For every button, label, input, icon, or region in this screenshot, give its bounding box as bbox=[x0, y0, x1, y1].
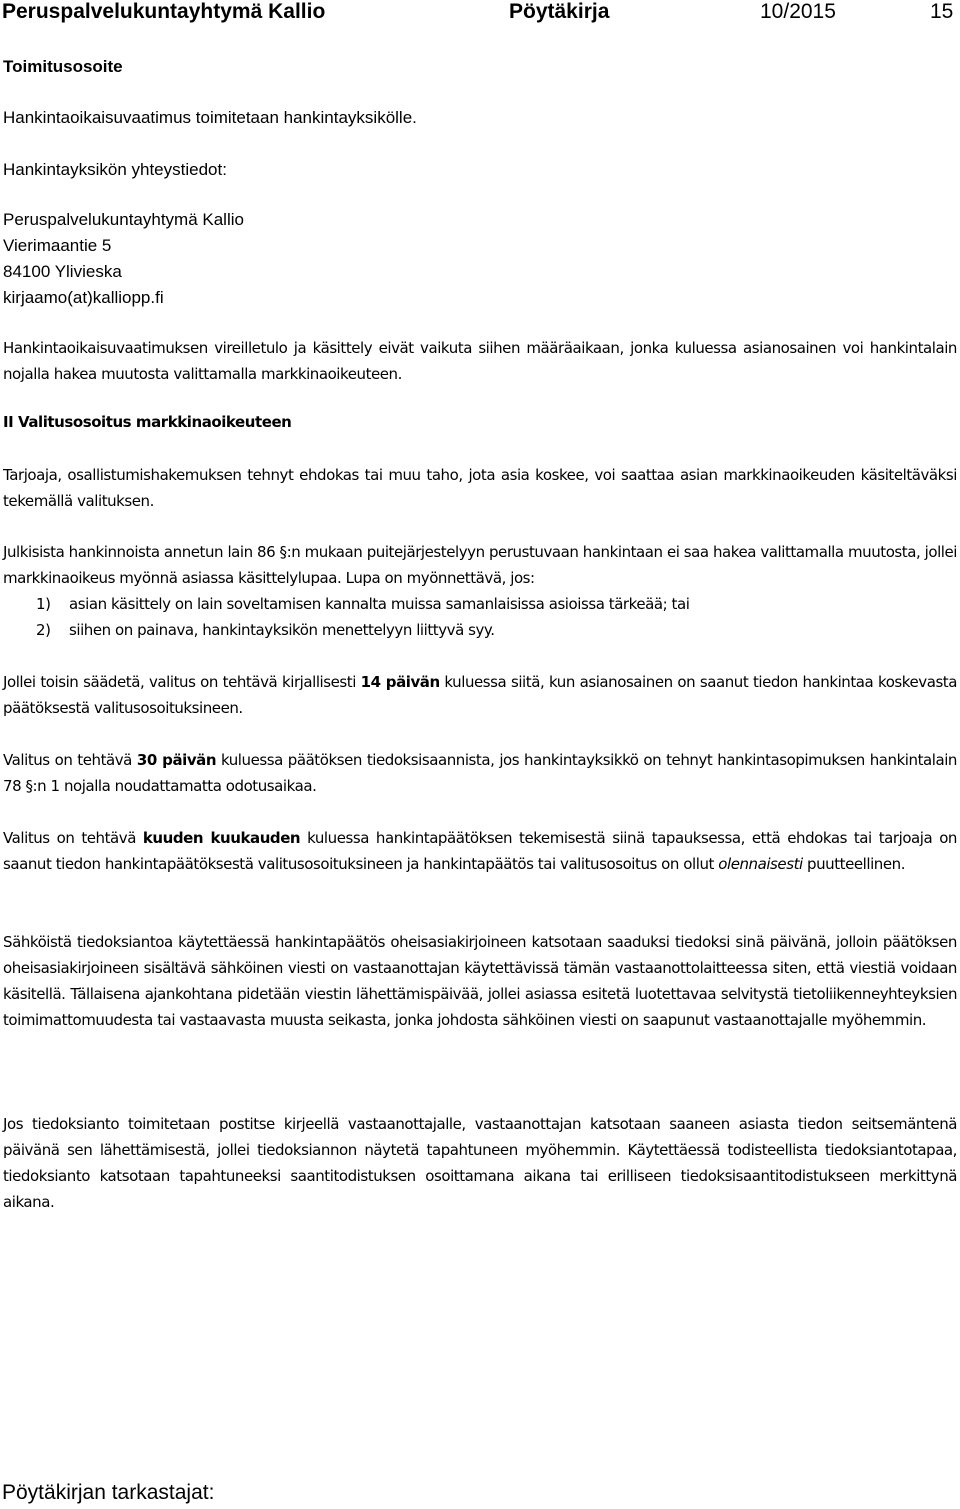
paragraph bbox=[3, 825, 957, 877]
address-line: Peruspalvelukuntayhtymä Kallio bbox=[3, 210, 244, 229]
delivery-text: Hankintaoikaisuvaatimus toimitetaan hankintayksikölle. bbox=[3, 108, 417, 127]
meeting-number: 10/2015 bbox=[760, 0, 836, 23]
deadline-bold: 14 päivän bbox=[360, 673, 440, 691]
document-type: Pöytäkirja bbox=[509, 0, 610, 23]
page-number: 15 bbox=[930, 0, 954, 23]
text-span: kuluessa hankintapäätöksen tekemisestä siinä tapauksessa, että ehdokas tai tarjoaja on saanut tiedon hankintapäätöksestä valitusosoituksineen ja hankintapäätös tai valitusosoitus on ollut bbox=[3, 829, 957, 873]
organization-name: Peruspalvelukuntayhtymä Kallio bbox=[2, 0, 326, 23]
paragraph: Julkisista hankinnoista annetun lain 86 §:n mukaan puitejärjestelyyn perustuvaan hankintaan ei saa hakea valittamalla muutosta, jollei markkinaoikeus myönnä asiassa käsittelylupaa. Lupa on myönnettävä, jos: bbox=[3, 543, 957, 587]
paragraph bbox=[3, 669, 957, 721]
list-item-number: 2) bbox=[36, 621, 51, 639]
address-line: 84100 Ylivieska bbox=[3, 262, 122, 281]
delivery-note: Hankintaoikaisuvaatimuksen vireilletulo ja käsittely eivät vaikuta siihen määräaikaan, jonka kuluessa asianosainen voi hankintalain nojalla hakea muutosta valittamalla markkinaoikeuteen. bbox=[3, 339, 957, 383]
delivery-heading: Toimitusosoite bbox=[3, 57, 123, 76]
deadline-bold: 30 päivän bbox=[136, 751, 217, 769]
page-header bbox=[0, 0, 960, 24]
list-item-text: asian käsittely on lain soveltamisen kannalta muissa samanlaisissa asioissa tärkeää; tai bbox=[69, 595, 690, 613]
paragraph: Sähköistä tiedoksiantoa käytettäessä hankintapäätös oheisasiakirjoineen katsotaan saaduksi tiedoksi sinä päivänä, jolloin päätöksen oheisasiakirjoineen sisältävä sähköinen viesti on vastaanottajan käytettävissä tämän vastaanottolaitteessa siten, että viestiä voidaan käsitellä. Tällaisena ajankohtana pidetään viestin lähettämispäivää, jollei asiassa esitetä luotettavaa selvitystä tietoliikenneyhteyksien toimimattomuudesta tai vastaavasta muusta seikasta, jonka johdosta sähköinen viesti on saapunut vastaanottajalle myöhemmin. bbox=[3, 933, 957, 1029]
text-span: kuluessa siitä, kun asianosainen on saanut tiedon hankintaa koskevasta päätöksestä valitusosoituksineen. bbox=[3, 673, 957, 717]
deadline-bold: kuuden kuukauden bbox=[142, 829, 301, 847]
contact-address bbox=[3, 207, 244, 311]
contact-heading: Hankintayksikön yhteystiedot: bbox=[3, 160, 227, 179]
list-item-text: siihen on painava, hankintayksikön menettelyyn liittyvä syy. bbox=[69, 621, 495, 639]
conditions-list bbox=[3, 591, 957, 643]
section-heading: II Valitusosoitus markkinaoikeuteen bbox=[3, 413, 292, 431]
paragraph: Jos tiedoksianto toimitetaan postitse kirjeellä vastaanottajalle, vastaanottajan katsotaan saaneen asiasta tiedon seitsemäntenä päivänä sen lähettämisestä, jollei tiedoksiannon näytetä tapahtuneen myöhemmin. Käytettäessä todisteellista tiedoksiantotapaa, tiedoksianto katsotaan tapahtuneeksi saantitodistuksen osoittamana aikana tai erilliseen tiedoksisaantitodistukseen merkittynä aikana. bbox=[3, 1115, 957, 1211]
paragraph bbox=[3, 747, 957, 799]
list-item bbox=[3, 591, 957, 617]
text-span: kuluessa päätöksen tiedoksisaannista, jos hankintayksikkö on tehnyt hankintasopimuksen hankintalain 78 §:n 1 nojalla noudattamatta odotusaikaa. bbox=[3, 751, 957, 795]
text-span: Valitus on tehtävä bbox=[3, 751, 137, 769]
address-line: Vierimaantie 5 bbox=[3, 236, 112, 255]
reviewers-label: Pöytäkirjan tarkastajat: bbox=[2, 1481, 215, 1504]
text-span: Valitus on tehtävä bbox=[3, 829, 143, 847]
list-item-number: 1) bbox=[36, 595, 51, 613]
list-item bbox=[3, 617, 957, 643]
text-span: Jollei toisin säädetä, valitus on tehtävä kirjallisesti bbox=[3, 673, 361, 691]
emphasis-italic: olennaisesti bbox=[718, 855, 803, 873]
email-address: kirjaamo(at)kalliopp.fi bbox=[3, 288, 164, 307]
paragraph: Tarjoaja, osallistumishakemuksen tehnyt ehdokas tai muu taho, jota asia koskee, voi saattaa asian markkinaoikeuden käsiteltäväksi tekemällä valituksen. bbox=[3, 466, 957, 510]
text-span: puutteellinen. bbox=[802, 855, 906, 873]
